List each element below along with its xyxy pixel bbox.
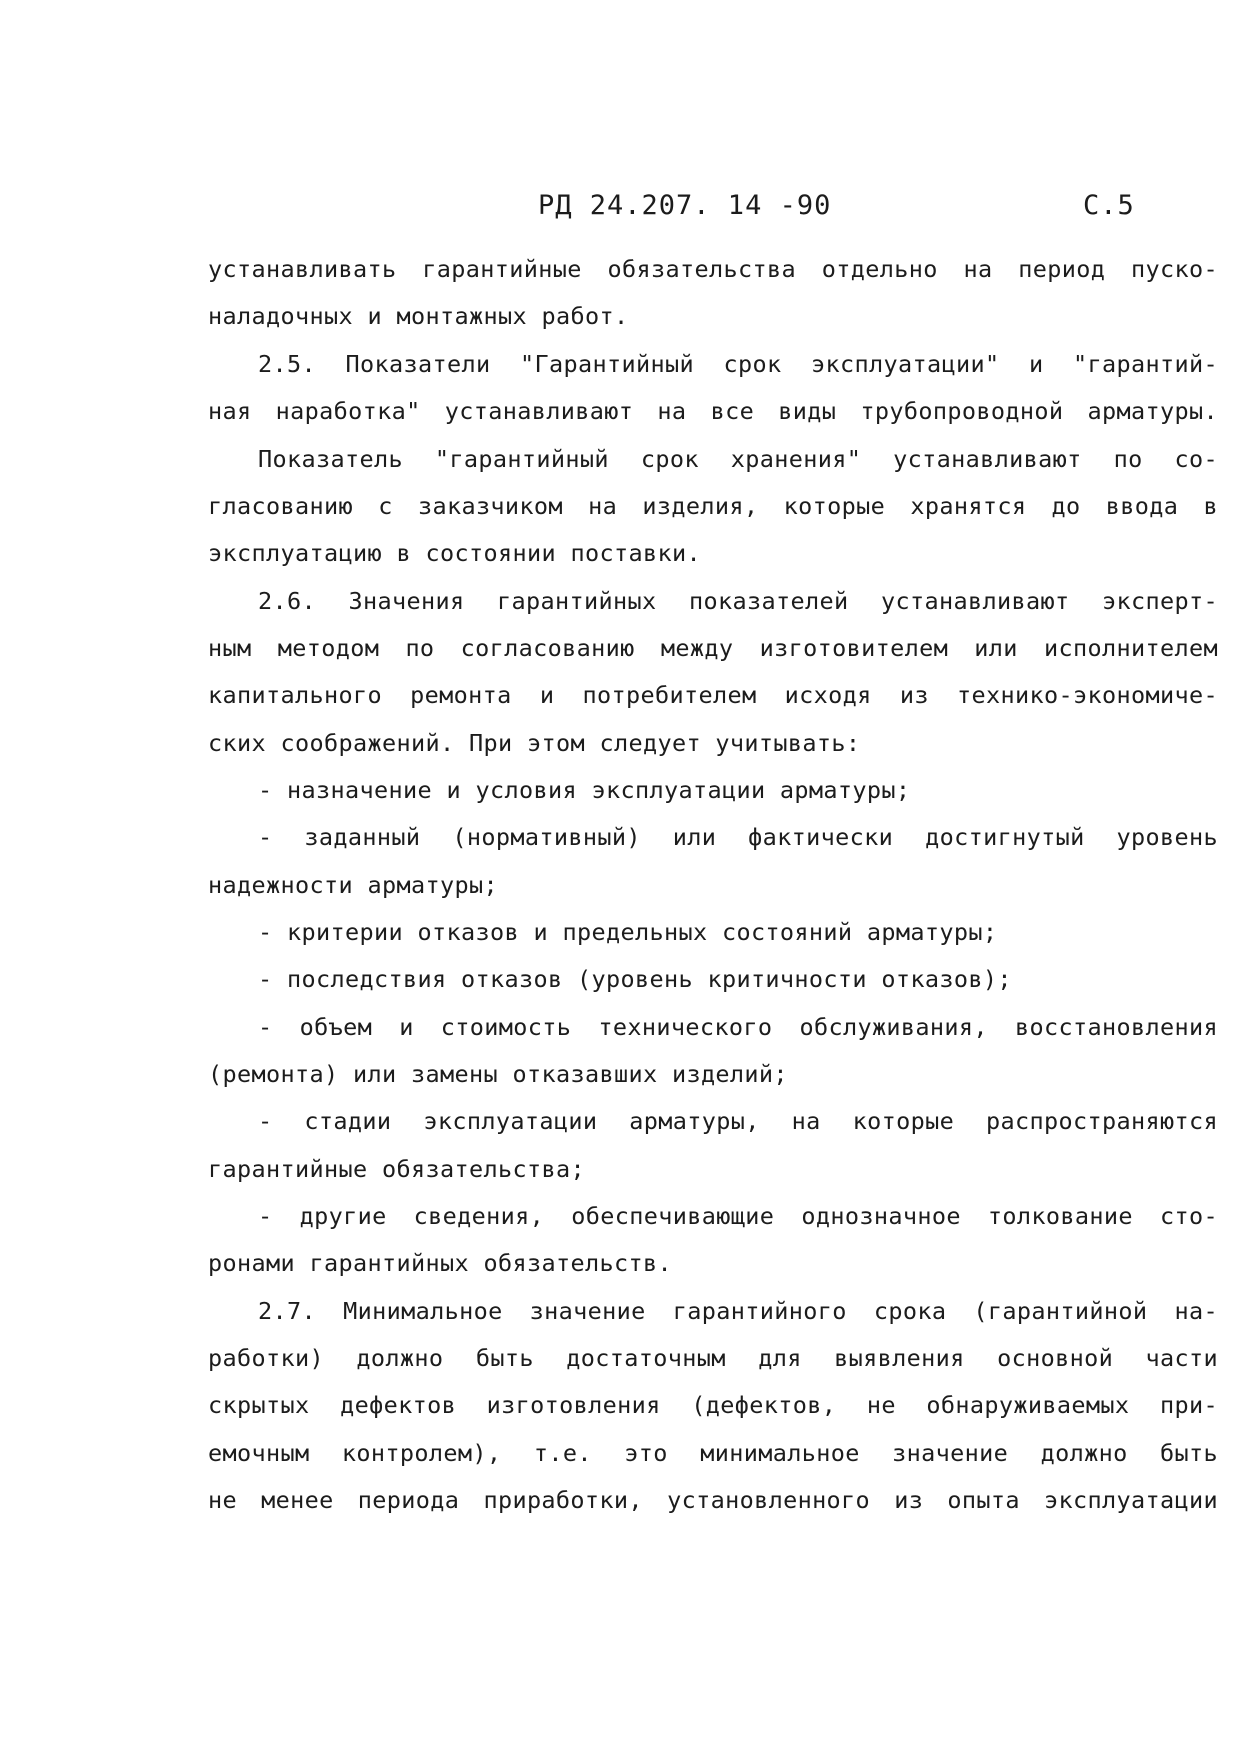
list-item: - критерии отказов и предельных состояний арматуры; [258, 918, 998, 946]
text-line: не менее периода приработки, установленного из опыта эксплуатации [208, 1486, 1218, 1514]
list-item: - назначение и условия эксплуатации арматуры; [258, 776, 911, 804]
text-line: (ремонта) или замены отказавших изделий; [208, 1060, 788, 1088]
text-line: гласованию с заказчиком на изделия, которые хранятся до ввода в [208, 492, 1218, 520]
list-item: - стадии эксплуатации арматуры, на которые распространяются [258, 1107, 1218, 1135]
text-line: эксплуатацию в состоянии поставки. [208, 539, 701, 567]
text-line: гарантийные обязательства; [208, 1155, 585, 1183]
section-2-5-heading-line: 2.5. Показатели "Гарантийный срок эксплуатации" и "гарантий- [258, 350, 1218, 378]
list-item: - другие сведения, обеспечивающие однозначное толкование сто- [258, 1202, 1218, 1230]
text-line: устанавливать гарантийные обязательства отдельно на период пуско- [208, 255, 1218, 283]
text-line: ным методом по согласованию между изготовителем или исполнителем [208, 634, 1218, 662]
text-line: ских соображений. При этом следует учитывать: [208, 729, 861, 757]
text-line: наладочных и монтажных работ. [208, 302, 629, 330]
page-number: С.5 [1083, 190, 1135, 221]
text-line: работки) должно быть достаточным для выявления основной части [208, 1344, 1218, 1372]
text-line: ронами гарантийных обязательств. [208, 1249, 672, 1277]
section-2-6-heading-line: 2.6. Значения гарантийных показателей устанавливают эксперт- [258, 587, 1218, 615]
section-2-7-heading-line: 2.7. Минимальное значение гарантийного срока (гарантийной на- [258, 1297, 1218, 1325]
text-line: емочным контролем), т.е. это минимальное значение должно быть [208, 1439, 1218, 1467]
text-line: ная наработка" устанавливают на все виды трубопроводной арматуры. [208, 397, 1218, 425]
text-line: скрытых дефектов изготовления (дефектов, не обнаруживаемых при- [208, 1391, 1218, 1419]
text-line: Показатель "гарантийный срок хранения" устанавливают по со- [258, 445, 1218, 473]
text-line: надежности арматуры; [208, 871, 498, 899]
document-code: РД 24.207. 14 -90 [538, 190, 832, 221]
list-item: - последствия отказов (уровень критичности отказов); [258, 965, 1012, 993]
text-line: капитального ремонта и потребителем исходя из технико-экономиче- [208, 681, 1218, 709]
list-item: - объем и стоимость технического обслуживания, восстановления [258, 1013, 1218, 1041]
page-header [0, 190, 1255, 230]
list-item: - заданный (нормативный) или фактически достигнутый уровень [258, 823, 1218, 851]
